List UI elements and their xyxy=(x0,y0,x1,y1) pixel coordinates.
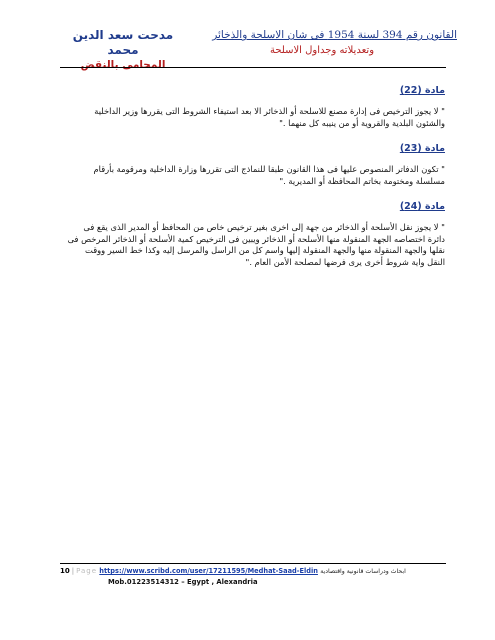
articles-section xyxy=(65,85,445,282)
law-subtitle: وتعديلاته وجداول الاسلحة xyxy=(269,45,375,56)
header-divider xyxy=(60,67,446,68)
article-title: مادة (24) xyxy=(399,201,445,212)
header-law xyxy=(212,28,457,58)
article-24 xyxy=(65,201,445,268)
article-title: مادة (22) xyxy=(399,85,445,96)
article-text: " لا يجوز الترخيص فى إدارة مصنع للاسلحة أو الذخائر الا بعد استيفاء الشروط التى يقررها وزير الداخلية والشئون البلدية والقروية أو من ينيبه كل منهما ." xyxy=(94,106,445,128)
research-label: ابحاث ودراسات قانونية واقتصادية xyxy=(320,568,406,575)
page-separator: | xyxy=(71,567,75,575)
author-role: المحامى بالنقض xyxy=(80,59,166,71)
article-title: مادة (23) xyxy=(399,143,445,154)
page-number: 10 xyxy=(60,567,70,575)
article-text: " تكون الدفاتر المنصوص عليها فى هذا القانون طبقا للنماذج التى تقررها وزارة الداخلية ومرقومة بأرقام مسلسلة ومختومة بخاتم المحافظة أو المديرية ." xyxy=(93,164,445,186)
author-name: مدحت سعد الدين محمد xyxy=(72,28,174,57)
page-label: Page xyxy=(76,567,98,575)
page-footer xyxy=(60,566,460,587)
article-text: " لا يجوز نقل الأسلحة أو الذخائر من جهة إلى اخرى بغير ترخيص خاص من المحافظ أو المدير الذى يقع فى دائرة اختصاصه الجهة المنقولة منها الأسلحة أو الذخائر ويبين فى الترخيص كمية الأسلحة أو الذخائر المرخص فى نقلها والجهة المنقولة منها والجهة المنقولة إليها واسم كل من الراسل والمرسل إليه وكذا خط السير ووقت النقل واية شروط أخرى يرى فرضها لمصلحة الأمن العام ." xyxy=(67,222,445,267)
law-title: القانون رقم 394 لسنة 1954 فى شان الاسلحة والذخائر xyxy=(212,29,457,41)
scribd-link[interactable]: https://www.scribd.com/user/17211595/Medhat-Saad-Eldin xyxy=(99,567,318,575)
mobile-contact: Mob.01223514312 – Egypt , Alexandria xyxy=(108,578,258,586)
footer-line-1 xyxy=(60,566,460,577)
article-22 xyxy=(65,85,445,129)
footer-divider xyxy=(60,563,446,564)
article-23 xyxy=(65,143,445,187)
footer-line-2 xyxy=(60,577,460,587)
